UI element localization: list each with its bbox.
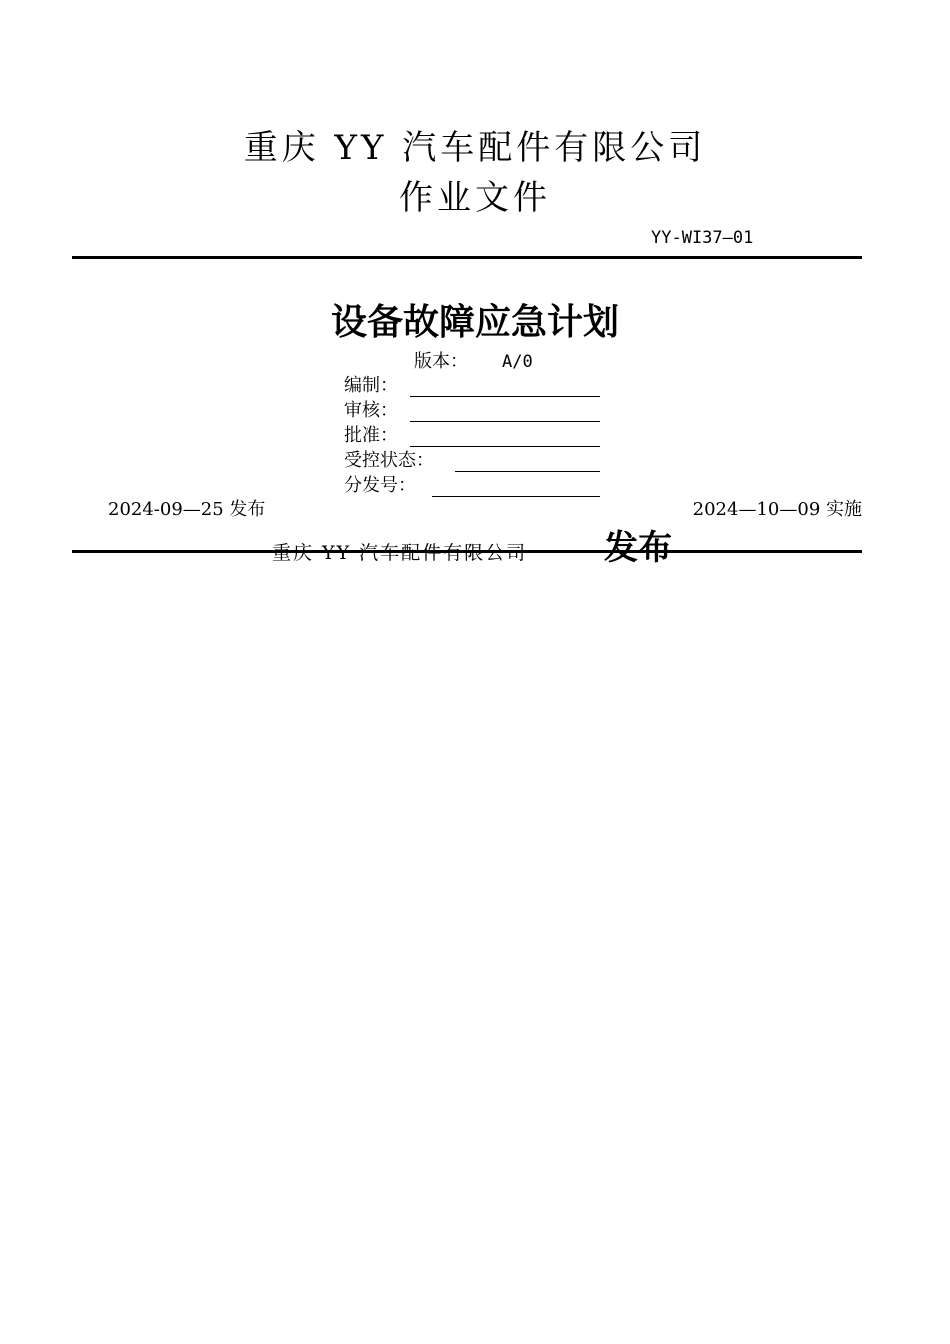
- effective-date: 2024—10—09 实施: [692, 499, 862, 520]
- issue-date: 2024-09—25 发布: [108, 499, 266, 520]
- field-label-reviewed-by: 审核：: [344, 400, 398, 421]
- company-title: 重庆 YY 汽车配件有限公司: [243, 128, 707, 168]
- document-code: YY-WI37—01: [651, 228, 754, 248]
- field-label-approved-by: 批准：: [344, 425, 398, 446]
- field-label-compiled-by: 编制：: [344, 375, 398, 396]
- document-type: 作业文件: [399, 178, 551, 218]
- footer-publish: 发布: [604, 528, 672, 568]
- version-label: 版本：: [414, 351, 468, 372]
- field-line-control-status: [455, 471, 600, 472]
- plan-title: 设备故障应急计划: [330, 302, 619, 343]
- field-line-reviewed-by: [410, 421, 600, 422]
- field-label-distribution-no: 分发号：: [344, 475, 416, 496]
- version-value: A/0: [502, 352, 533, 372]
- field-line-approved-by: [410, 446, 600, 447]
- footer-company: 重庆 YY 汽车配件有限公司: [272, 542, 528, 564]
- field-line-distribution-no: [432, 496, 600, 497]
- field-label-control-status: 受控状态：: [344, 450, 434, 471]
- field-line-compiled-by: [410, 396, 600, 397]
- top-divider: [72, 256, 862, 259]
